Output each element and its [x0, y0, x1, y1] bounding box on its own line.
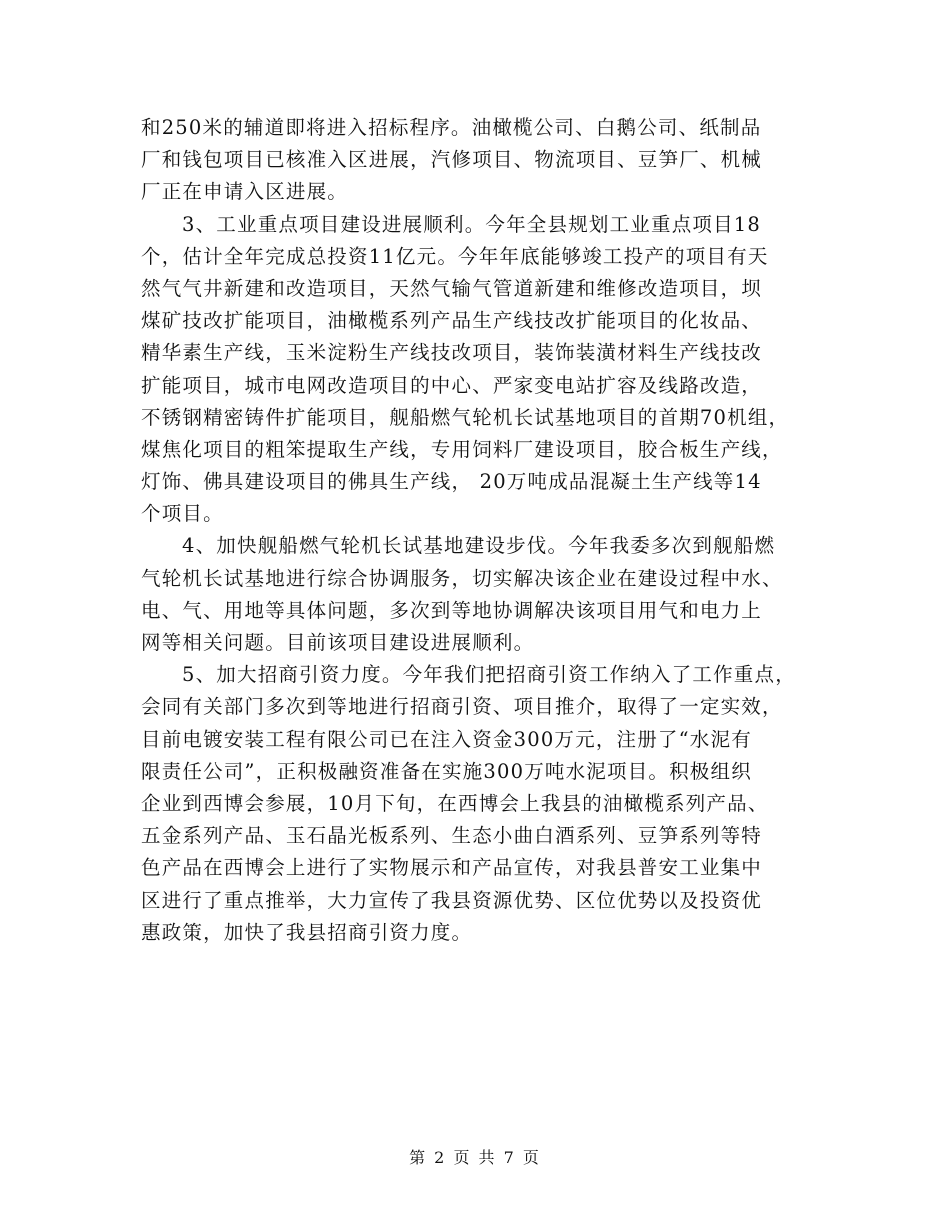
- text-line: 灯饰、佛具建设项目的佛具生产线， 20万吨成品混凝土生产线等14: [141, 470, 762, 494]
- text-line: 色产品在西博会上进行了实物展示和产品宣传，对我县普安工业集中: [141, 856, 763, 880]
- text-line: 企业到西博会参展，10月下旬，在西博会上我县的油橄榄系列产品、: [141, 791, 769, 815]
- text-line: 个，估计全年完成总投资11亿元。今年年底能够竣工投产的项目有天: [141, 244, 769, 268]
- text-line: 目前电镀安装工程有限公司已在注入资金300万元，注册了“水泥有: [141, 727, 752, 751]
- text-line: 然气气井新建和改造项目，天然气输气管道新建和维修改造项目，坝: [141, 276, 763, 300]
- text-line: 厂和钱包项目已核准入区进展，汽修项目、物流项目、豆笋厂、机械: [141, 148, 763, 172]
- text-line: 会同有关部门多次到等地进行招商引资、项目推介，取得了一定实效，: [141, 695, 783, 719]
- text-line: 和250米的辅道即将进入招标程序。油橄榄公司、白鹅公司、纸制品: [141, 116, 762, 139]
- paragraph-4-start: 4、加快舰船燃气轮机长试基地建设步伐。今年我委多次到舰船燃: [182, 534, 776, 558]
- text-line: 扩能项目，城市电网改造项目的中心、严家变电站扩容及线路改造，: [141, 373, 763, 397]
- text-line: 精华素生产线，玉米淀粉生产线技改项目，装饰装潢材料生产线技改: [141, 341, 763, 365]
- text-line: 气轮机长试基地进行综合协调服务，切实解决该企业在建设过程中水、: [141, 566, 783, 590]
- text-line: 厂正在申请入区进展。: [141, 180, 349, 204]
- text-line: 煤焦化项目的粗笨提取生产线，专用饲料厂建设项目，胶合板生产线，: [141, 437, 783, 461]
- text-line: 煤矿技改扩能项目，油橄榄系列产品生产线技改扩能项目的化妆品、: [141, 309, 763, 333]
- paragraph-3-start: 3、工业重点项目建设进展顺利。今年全县规划工业重点项目18: [182, 212, 762, 236]
- text-line: 个项目。: [141, 502, 224, 526]
- text-line: 网等相关问题。目前该项目建设进展顺利。: [141, 631, 535, 654]
- text-line: 限责任公司”，正积极融资准备在实施300万吨水泥项目。积极组织: [141, 759, 752, 783]
- page-number-footer: 第 2 页 共 7 页: [409, 1148, 541, 1167]
- text-line: 惠政策，加快了我县招商引资力度。: [141, 920, 473, 944]
- paragraph-5-start: 5、加大招商引资力度。今年我们把招商引资工作纳入了工作重点，: [182, 663, 796, 687]
- body-text: [141, 112, 821, 949]
- text-line: 区进行了重点推举，大力宣传了我县资源优势、区位优势以及投资优: [141, 888, 763, 912]
- text-line: 电、气、用地等具体问题，多次到等地协调解决该项目用气和电力上: [141, 598, 763, 622]
- text-line: 五金系列产品、玉石晶光板系列、生态小曲白酒系列、豆笋系列等特: [141, 824, 763, 848]
- text-line: 不锈钢精密铸件扩能项目，舰船燃气轮机长试基地项目的首期70机组，: [141, 405, 790, 429]
